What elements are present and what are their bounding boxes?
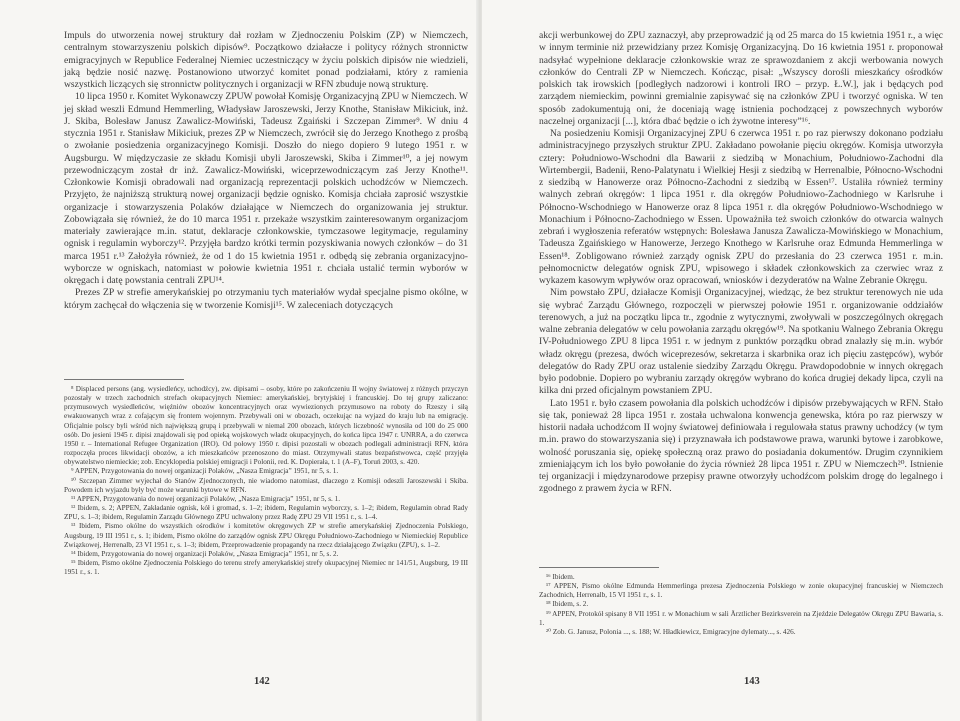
right-footnotes: [539, 573, 943, 637]
left-page-number: 142: [254, 676, 270, 687]
footnote-14: ¹⁴ Ibidem, Przygotowania do nowej organizacji Polaków, „Nasza Emigracja” 1951, nr 5, s. 2.: [71, 549, 339, 558]
right-page-number: 143: [744, 676, 760, 687]
footnote-9: ⁹ APPEN, Przygotowania do nowej organizacji Polaków, „Nasza Emigracja” 1951, nr 5, s. 1.: [71, 467, 339, 476]
left-footnote-rule: [64, 379, 184, 380]
left-paragraph-1: Impuls do utworzenia nowej struktury dał rozłam w Zjednoczeniu Polskim (ZP) w Niemczech, centralnym stowarzyszeniu polskich dipisów⁹. Początkowo działacze i politycy różnych stronnictw emigracyjnych w Republice Federalnej Niemiec uczestniczący w życiu polskich dipisów nie wiedzieli, jaką będzie nosić nazwę. Postanowiono utworzyć komitet ponad podziałami, który z ramienia wszystkich liczących się stronnictw politycznych i organizacji w RFN zbuduje nową strukturę.: [64, 30, 468, 90]
right-paragraph-4: Lato 1951 r. było czasem powołania dla polskich uchodźców i dipisów przebywających w RFN. Stało się tak, ponieważ 28 lipca 1951 r. została uchwalona konwencja genewska, która po raz pierwszy w historii nadała uchodźcom II wojny światowej definiowała i regulowała status prawny uchodźcy (w tym m.in. prawo do stowarzyszania się) i przyznawała ich podstawowe prawa, warunki bytowe i zarobkowe, wolność poruszania się, opiekę społeczną oraz prawo do posiadania dokumentów. Drugim czynnikiem zmieniającym ich los było powołanie do życia również 28 lipca 1951 r. ZPU w Niemczech²⁰. Istnienie tej organizacji i międzynarodowe przepisy prawne otworzyły uchodźcom polskim drogę do legalnego i zgodnego z prawem życia w RFN.: [539, 397, 943, 495]
footnote-10: ¹⁰ Szczepan Zimmer wyjechał do Stanów Zjednoczonych, nie wiadomo natomiast, dlaczego z Komisji odeszli Jaroszewski i Skiba. Powodem ich wyjazdu były być może warunki bytowe w RFN.: [64, 476, 468, 494]
left-footnotes: [64, 385, 468, 577]
left-page: [0, 0, 478, 721]
footnote-16: ¹⁶ Ibidem.: [546, 573, 575, 581]
footnote-12: ¹² Ibidem, s. 2; APPEN, Zakładanie ognisk, kół i gromad, s. 1–2; ibidem, Regulamin wyborczy, s. 1–2; ibidem, Regulamin obrad Rady ZPU, s. 1–3; ibidem, Regulamin Zarządu Głównego ZPU uchwalony przez Radę ZPU 29 VII 1951 r., s. 1–4.: [64, 504, 468, 522]
footnote-13: ¹³ Ibidem, Pismo okólne do wszystkich ośrodków i komitetów okręgowych ZP w strefie amerykańskiej Zjednoczenia Polskiego, Augsburg, 19 III 1951 r., s. 1; ibidem, Pismo okólne do zarządów ognisk ZPU Okręgu Południowo-Zachodniego w Niemieckiej Republice Związkowej, Herrenalb, 23 VI 1951 r., s. 1–3; ibidem, Przeprowadzenie propagandy na rzecz działającego Związku (ZPU), s. 1–2.: [64, 522, 468, 549]
left-main-text: [64, 30, 468, 312]
footnote-11: ¹¹ APPEN, Przygotowania do nowej organizacji Polaków, „Nasza Emigracja” 1951, nr 5, s. 1.: [71, 494, 340, 503]
footnote-20: ²⁰ Zob. G. Janusz, Polonia ..., s. 188; W. Hładkiewicz, Emigracyjne dylematy..., s. 426.: [546, 627, 796, 636]
right-page: [482, 0, 960, 721]
footnote-8: ⁸ Displaced persons (ang. wysiedleńcy, uchodźcy), zw. dipisami – osoby, które po zakończeniu II wojny światowej z różnych przyczyn pozostały w trzech zachodnich strefach okupacyjnych Niemiec: amerykańskiej, brytyjskiej i francuskiej. Do tej grupy zaliczano: przymusowych wysiedleńców, więźniów obozów koncentracyjnych oraz wywiezionych przymusowo na roboty do Rzeszy i siłą ewakuowanych wraz z cofającym się frontem wojennym. Przebywali oni w obozach, oczekując na wyjazd do kraju lub na emigrację. Oficjalnie polscy byli wśród nich największą grupą i przebywali w niemal 200 obozach, których liczebność wynosiła od 100 do 25 000 osób. Do jesieni 1945 r. dipisi znajdowali się pod opieką wojskowych władz okupacyjnych, do końca lipca 1947 r. UNRRA, a do czerwca 1950 r. – International Refugee Organization (IRO). Od połowy 1950 r. dipisi pozostali w obozach podlegali administracji RFN, która rozpoczęła proces likwidacji obozów, a ich mieszkańców przenoszono do miast. Otrzymywali status bezpaństwowca, część przyjęła obywatelstwo niemieckie; zob. Encyklopedia polskiej emigracji i Polonii, red. K. Dopierała, t. 1 (A–F), Toruń 2003, s. 420.: [64, 385, 468, 467]
right-paragraph-3: Nim powstało ZPU, działacze Komisji Organizacyjnej, wiedząc, że bez struktur terenowych nie uda się wybrać Zarządu Głównego, rozpoczęli w pierwszej połowie 1951 r. organizowanie oddziałów terenowych, a już na początku lipca tr., zgodnie z wytycznymi, zwoływali w poszczególnych okręgach walne zebrania delegatów w celu powołania zarządu okręgów¹⁹. Na spotkaniu Walnego Zebrania Okręgu IV-Południowego ZPU 8 lipca 1951 r. w jednym z punktów porządku obrad znalazły się m.in. wybór władz okręgu (prezesa, dwóch wiceprezesów, sekretarza i skarbnika oraz ich pięciu zastępców), wybór delegatów do Rady ZPU oraz ustalenie siedziby Zarządu Okręgu. Prawdopodobnie w innych okręgach było podobnie. Dopiero po wybraniu zarządy okręgów wybrano do końca drugiej dekady lipca, czyli na kilka dni przed oficjalnym powstaniem ZPU.: [539, 287, 943, 397]
footnote-19: ¹⁹ APPEN, Protokół spisany 8 VII 1951 r. w Monachium w sali Ärztlicher Bezirksverein na Zjeździe Delegatów Okręgu ZPU Bawaria, s. 1.: [539, 609, 943, 627]
footnote-15: ¹⁵ Ibidem, Pismo okólne Zjednoczenia Polskiego do terenu strefy amerykańskiej strefy okupacyjnej Niemiec nr 141/51, Augsburg, 19 III 1951 r., s. 1.: [64, 558, 468, 577]
footnote-18: ¹⁸ Ibidem, s. 2.: [546, 600, 589, 609]
right-paragraph-1: akcji werbunkowej do ZPU zaznaczył, aby przeprowadzić ją od 25 marca do 15 kwietnia 1951 r., a więc w innym terminie niż przewidziany przez Komisję Organizacyjną. Do 16 kwietnia 1951 r. proponował nadsyłać wypełnione deklaracje członkowskie wraz ze sprawozdaniem z akcji werbowania nowych członków do Centrali ZP w Niemczech. Kończąc, pisał: „Wszyscy dorośli mieszkańcy ośrodków polskich tak irowskich [podległych nadzorowi i kontroli IRO – przyp. Ł.W.], jak i będących pod zarządem niemieckim, powinni gremialnie zapisywać się na członków ZPU i tworzyć ogniska. W ten sposób zadokumentują oni, że doceniają wagę istnienia pochodzącej z powszechnych wyborów naczelnej organizacji [...], która dbać będzie o ich żywotne interesy”¹⁶.: [539, 30, 943, 127]
right-main-text: [539, 30, 943, 496]
right-footnote-rule: [539, 567, 659, 568]
footnote-17: ¹⁷ APPEN, Pismo okólne Edmunda Hemmerlinga prezesa Zjednoczenia Polskiego w zonie okupacyjnej francuskiej w Niemczech Zachodnich, Herrenalb, 15 VI 1951 r., s. 1.: [539, 582, 943, 600]
right-paragraph-2: Na posiedzeniu Komisji Organizacyjnej ZPU 6 czerwca 1951 r. po raz pierwszy dokonano podziału administracyjnego przyszłych struktur ZPU. Zakładano powołanie pięciu okręgów. Komisja utworzyła cztery: Południowo-Wschodni dla Bawarii z siedzibą w Monachium, Południowo-Zachodni dla Wirtembergii, Badenii, Reno-Palatynatu i Wielkiej Hesji z siedzibą w Herrenalbie, Północno-Wschodni z siedzibą w Hanowerze oraz Północno-Zachodni z siedzibą w Essen¹⁷. Ustaliła również terminy walnych zebrań okręgów: 1 lipca 1951 r. dla okręgów Południowo-Zachodniego w Karlsruhe i Północno-Wschodniego w Hanowerze oraz 8 lipca 1951 r. dla okręgów Południowo-Wschodniego w Monachium i Północno-Zachodniego w Essen. Upoważniła też swoich członków do otwarcia walnych zebrań i wygłoszenia referatów wstępnych: Bolesława Janusza Zawalicza-Mowińskiego w Monachium, Tadeusza Zgaińskiego w Hanowerze, Jerzego Knothego w Karlsruhe oraz Edmunda Hemmerlinga w Essen¹⁸. Zobligowano również zarządy ognisk ZPU do przesłania do 23 czerwca 1951 r. m.in. pełnomocnictw delegatów ognisk ZPU, wpisowego i składek członkowskich za czerwiec wraz z wykazem kasowym wpływów oraz opracowań, wniosków i dezyderatów na Walne Zebranie Okręgu.: [539, 128, 943, 286]
left-paragraph-3: Prezes ZP w strefie amerykańskiej po otrzymaniu tych materiałów wydał specjalne pismo okólne, w którym zachęcał do włączenia się w tworzenie Komisji¹⁵. W zaleceniach dotyczących: [64, 287, 468, 311]
left-paragraph-2: 10 lipca 1950 r. Komitet Wykonawczy ZPUW powołał Komisję Organizacyjną ZPU w Niemczech. W jej skład weszli Edmund Hemmerling, Władysław Jaroszewski, Jerzy Knothe, Stanisław Mikiciuk, inż. J. Skiba, Bolesław Janusz Zawalicz-Mowiński, Tadeusz Zgaiński i Szczepan Zimmer⁹. W dniu 4 stycznia 1951 r. Stanisław Mikiciuk, prezes ZP w Niemczech, zwrócił się do Jerzego Knothego z prośbą o zwołanie posiedzenia organizacyjnego Komisji. Doszło do niego dopiero 9 lutego 1951 r. w Augsburgu. W międzyczasie ze składu Komisji ubyli Jaroszewski, Skiba i Zimmer¹⁰, a jej nowym przewodniczącym został dr inż. Zawalicz-Mowiński, wiceprzewodniczącym zaś Jerzy Knothe¹¹. Członkowie Komisji obradowali nad organizacją reprezentacji polskich uchodźców w Niemczech. Przyjęto, że najniższą strukturą nowej organizacji będzie ognisko. Komisja chciała zaprosić wszystkie organizacje i stowarzyszenia Polaków działające w Niemczech do organizowania jej struktur. Zobowiązała się również, że do 10 marca 1951 r. przekaże wszystkim zainteresowanym organizacjom materiały zawierające m.in. statut, deklaracje członkowskie, tymczasowe legitymacje, regulaminy ognisk i regulamin wyborczy¹². Przyjęła bardzo krótki termin pozyskiwania nowych członków – do 31 marca 1951 r.¹³ Założyła również, że od 1 do 15 kwietnia 1951 r. odbędą się zebrania organizacyjno-wyborcze w ogniskach, natomiast w połowie kwietnia 1951 r. chciała ustalić termin wyborów w okręgach i datę powstania centrali ZPU¹⁴.: [64, 91, 468, 286]
